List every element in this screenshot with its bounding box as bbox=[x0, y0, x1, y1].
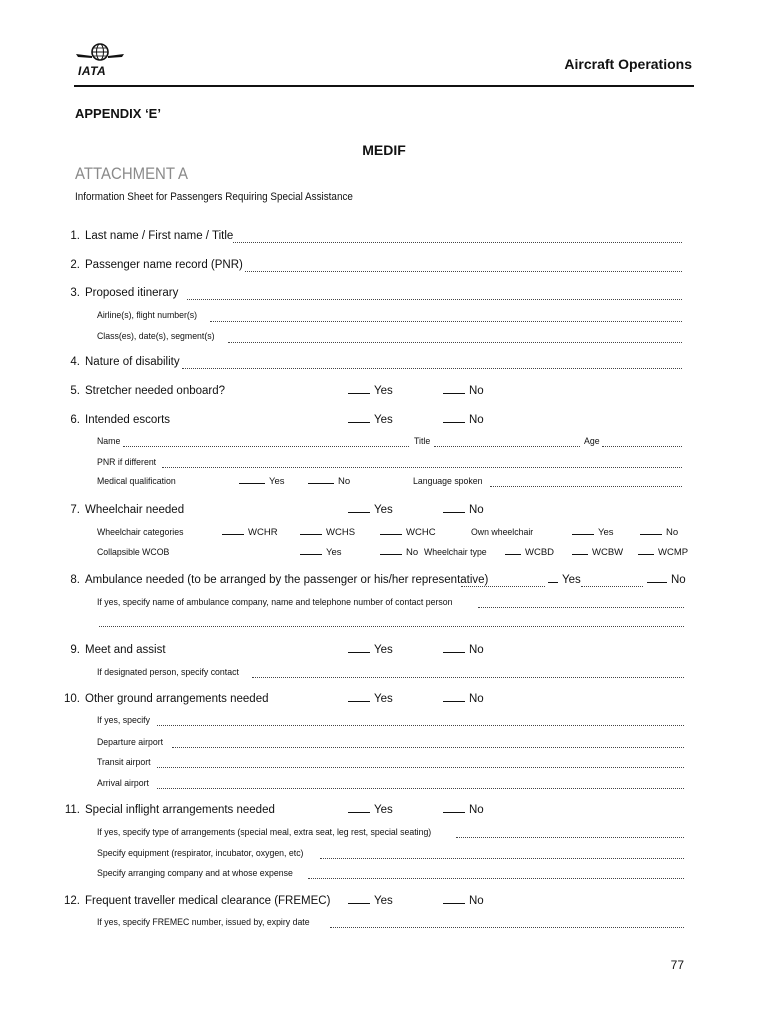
q9-no-option[interactable]: No bbox=[443, 644, 484, 656]
medical-yes-option[interactable]: Yes bbox=[239, 476, 285, 487]
field-ambulance-contact[interactable] bbox=[99, 626, 684, 627]
q8-no-option[interactable]: No bbox=[647, 574, 686, 586]
own-wheelchair-yes-option[interactable]: Yes bbox=[572, 527, 614, 538]
question-11-label: 11. Special inflight arrangements needed bbox=[64, 804, 275, 816]
q6-no-option[interactable]: No bbox=[443, 414, 484, 426]
escort-pnr-label: PNR if different bbox=[97, 457, 157, 468]
wchr-option[interactable]: WCHR bbox=[222, 527, 278, 538]
wcmp-option[interactable]: WCMP bbox=[638, 547, 688, 558]
itinerary-class-label: Class(es), date(s), segment(s) bbox=[97, 331, 215, 342]
field-departure-airport[interactable] bbox=[172, 747, 684, 748]
question-5-label: 5. Stretcher needed onboard? bbox=[70, 385, 226, 397]
field-ambulance-company[interactable] bbox=[478, 607, 684, 608]
field-airline-flight[interactable] bbox=[210, 321, 682, 322]
field-itinerary[interactable] bbox=[187, 299, 682, 300]
wcbd-option[interactable]: WCBD bbox=[505, 547, 554, 558]
header-divider bbox=[74, 85, 694, 87]
ambulance-detail-label: If yes, specify name of ambulance company, name and telephone number of contact person bbox=[97, 597, 453, 608]
question-8-label: 8. Ambulance needed (to be arranged by the passenger or his/her representative) bbox=[70, 574, 489, 586]
field-language[interactable] bbox=[490, 486, 682, 487]
q6-yes-option[interactable]: Yes bbox=[348, 414, 393, 426]
q12-no-option[interactable]: No bbox=[443, 895, 484, 907]
inflight-detail-label: If yes, specify type of arrangements (special meal, extra seat, leg rest, special seating) bbox=[97, 827, 432, 838]
page-number: 77 bbox=[670, 958, 684, 972]
q7-yes-option[interactable]: Yes bbox=[348, 504, 393, 516]
transit-airport-label: Transit airport bbox=[97, 757, 151, 768]
field-ground-specify[interactable] bbox=[157, 725, 684, 726]
q11-yes-option[interactable]: Yes bbox=[348, 804, 393, 816]
escort-medical-label: Medical qualification bbox=[97, 476, 176, 487]
field-inflight-arrangements[interactable] bbox=[456, 837, 684, 838]
meet-assist-detail-label: If designated person, specify contact bbox=[97, 667, 239, 678]
departure-airport-label: Departure airport bbox=[97, 737, 164, 748]
field-designated-contact[interactable] bbox=[252, 677, 684, 678]
q11-no-option[interactable]: No bbox=[443, 804, 484, 816]
question-2-label: 2. Passenger name record (PNR) bbox=[70, 259, 243, 271]
equipment-label: Specify equipment (respirator, incubator, oxygen, etc) bbox=[97, 848, 304, 859]
q9-yes-option[interactable]: Yes bbox=[348, 644, 393, 656]
field-arrival-airport[interactable] bbox=[157, 788, 684, 789]
question-12-label: 12. Frequent traveller medical clearance (FREMEC) bbox=[64, 895, 331, 907]
escort-age-label: Age bbox=[584, 436, 600, 447]
question-4-label: 4. Nature of disability bbox=[70, 356, 180, 368]
arranging-company-label: Specify arranging company and at whose expense bbox=[97, 868, 293, 879]
field-escort-name[interactable] bbox=[123, 446, 409, 447]
section-title: Aircraft Operations bbox=[564, 56, 692, 72]
q10-no-option[interactable]: No bbox=[443, 693, 484, 705]
q5-yes-option[interactable]: Yes bbox=[348, 385, 393, 397]
q8-separator-dots bbox=[581, 586, 643, 587]
field-class-date[interactable] bbox=[228, 342, 682, 343]
q10-yes-option[interactable]: Yes bbox=[348, 693, 393, 705]
collapsible-wcob-label: Collapsible WCOB bbox=[97, 547, 170, 558]
arrival-airport-label: Arrival airport bbox=[97, 778, 149, 789]
wcbw-option[interactable]: WCBW bbox=[572, 547, 623, 558]
appendix-heading: APPENDIX ‘E’ bbox=[75, 106, 161, 121]
question-10-label: 10. Other ground arrangements needed bbox=[64, 693, 269, 705]
escort-name-label: Name bbox=[97, 436, 121, 447]
question-7-label: 7. Wheelchair needed bbox=[70, 504, 185, 516]
wcob-no-option[interactable]: No bbox=[380, 547, 418, 558]
question-3-label: 3. Proposed itinerary bbox=[70, 287, 179, 299]
wcob-yes-option[interactable]: Yes bbox=[300, 547, 342, 558]
question-6-label: 6. Intended escorts bbox=[70, 414, 171, 426]
ground-detail-label: If yes, specify bbox=[97, 715, 150, 726]
wchs-option[interactable]: WCHS bbox=[300, 527, 355, 538]
field-ambulance-dots bbox=[461, 586, 545, 587]
q8-yes-option[interactable]: Yes bbox=[548, 574, 581, 586]
field-escort-pnr[interactable] bbox=[162, 467, 682, 468]
question-9-label: 9. Meet and assist bbox=[70, 644, 166, 656]
itinerary-airline-label: Airline(s), flight number(s) bbox=[97, 310, 198, 321]
medical-no-option[interactable]: No bbox=[308, 476, 350, 487]
form-subtitle: Information Sheet for Passengers Requiring Special Assistance bbox=[75, 191, 353, 203]
field-equipment[interactable] bbox=[320, 858, 684, 859]
wheelchair-categories-label: Wheelchair categories bbox=[97, 527, 184, 538]
attachment-heading: ATTACHMENT A bbox=[75, 164, 189, 183]
field-last-name[interactable] bbox=[233, 242, 682, 243]
field-escort-title[interactable] bbox=[434, 446, 580, 447]
escort-title-label: Title bbox=[414, 436, 431, 447]
question-1-label: 1. Last name / First name / Title bbox=[70, 230, 234, 242]
q5-no-option[interactable]: No bbox=[443, 385, 484, 397]
page-title: MEDIF bbox=[362, 142, 406, 158]
q12-yes-option[interactable]: Yes bbox=[348, 895, 393, 907]
escort-language-label: Language spoken bbox=[413, 476, 483, 487]
fremec-detail-label: If yes, specify FREMEC number, issued by, expiry date bbox=[97, 917, 310, 928]
iata-logo-text: IATA bbox=[78, 64, 107, 78]
field-transit-airport[interactable] bbox=[157, 767, 684, 768]
field-arranging-company[interactable] bbox=[308, 878, 684, 879]
own-wheelchair-no-option[interactable]: No bbox=[640, 527, 678, 538]
wheelchair-type-label: Wheelchair type bbox=[424, 547, 487, 558]
field-fremec[interactable] bbox=[330, 927, 684, 928]
own-wheelchair-label: Own wheelchair bbox=[471, 527, 534, 538]
field-pnr[interactable] bbox=[245, 271, 682, 272]
wchc-option[interactable]: WCHC bbox=[380, 527, 436, 538]
field-disability[interactable] bbox=[182, 368, 682, 369]
field-escort-age[interactable] bbox=[602, 446, 682, 447]
q7-no-option[interactable]: No bbox=[443, 504, 484, 516]
